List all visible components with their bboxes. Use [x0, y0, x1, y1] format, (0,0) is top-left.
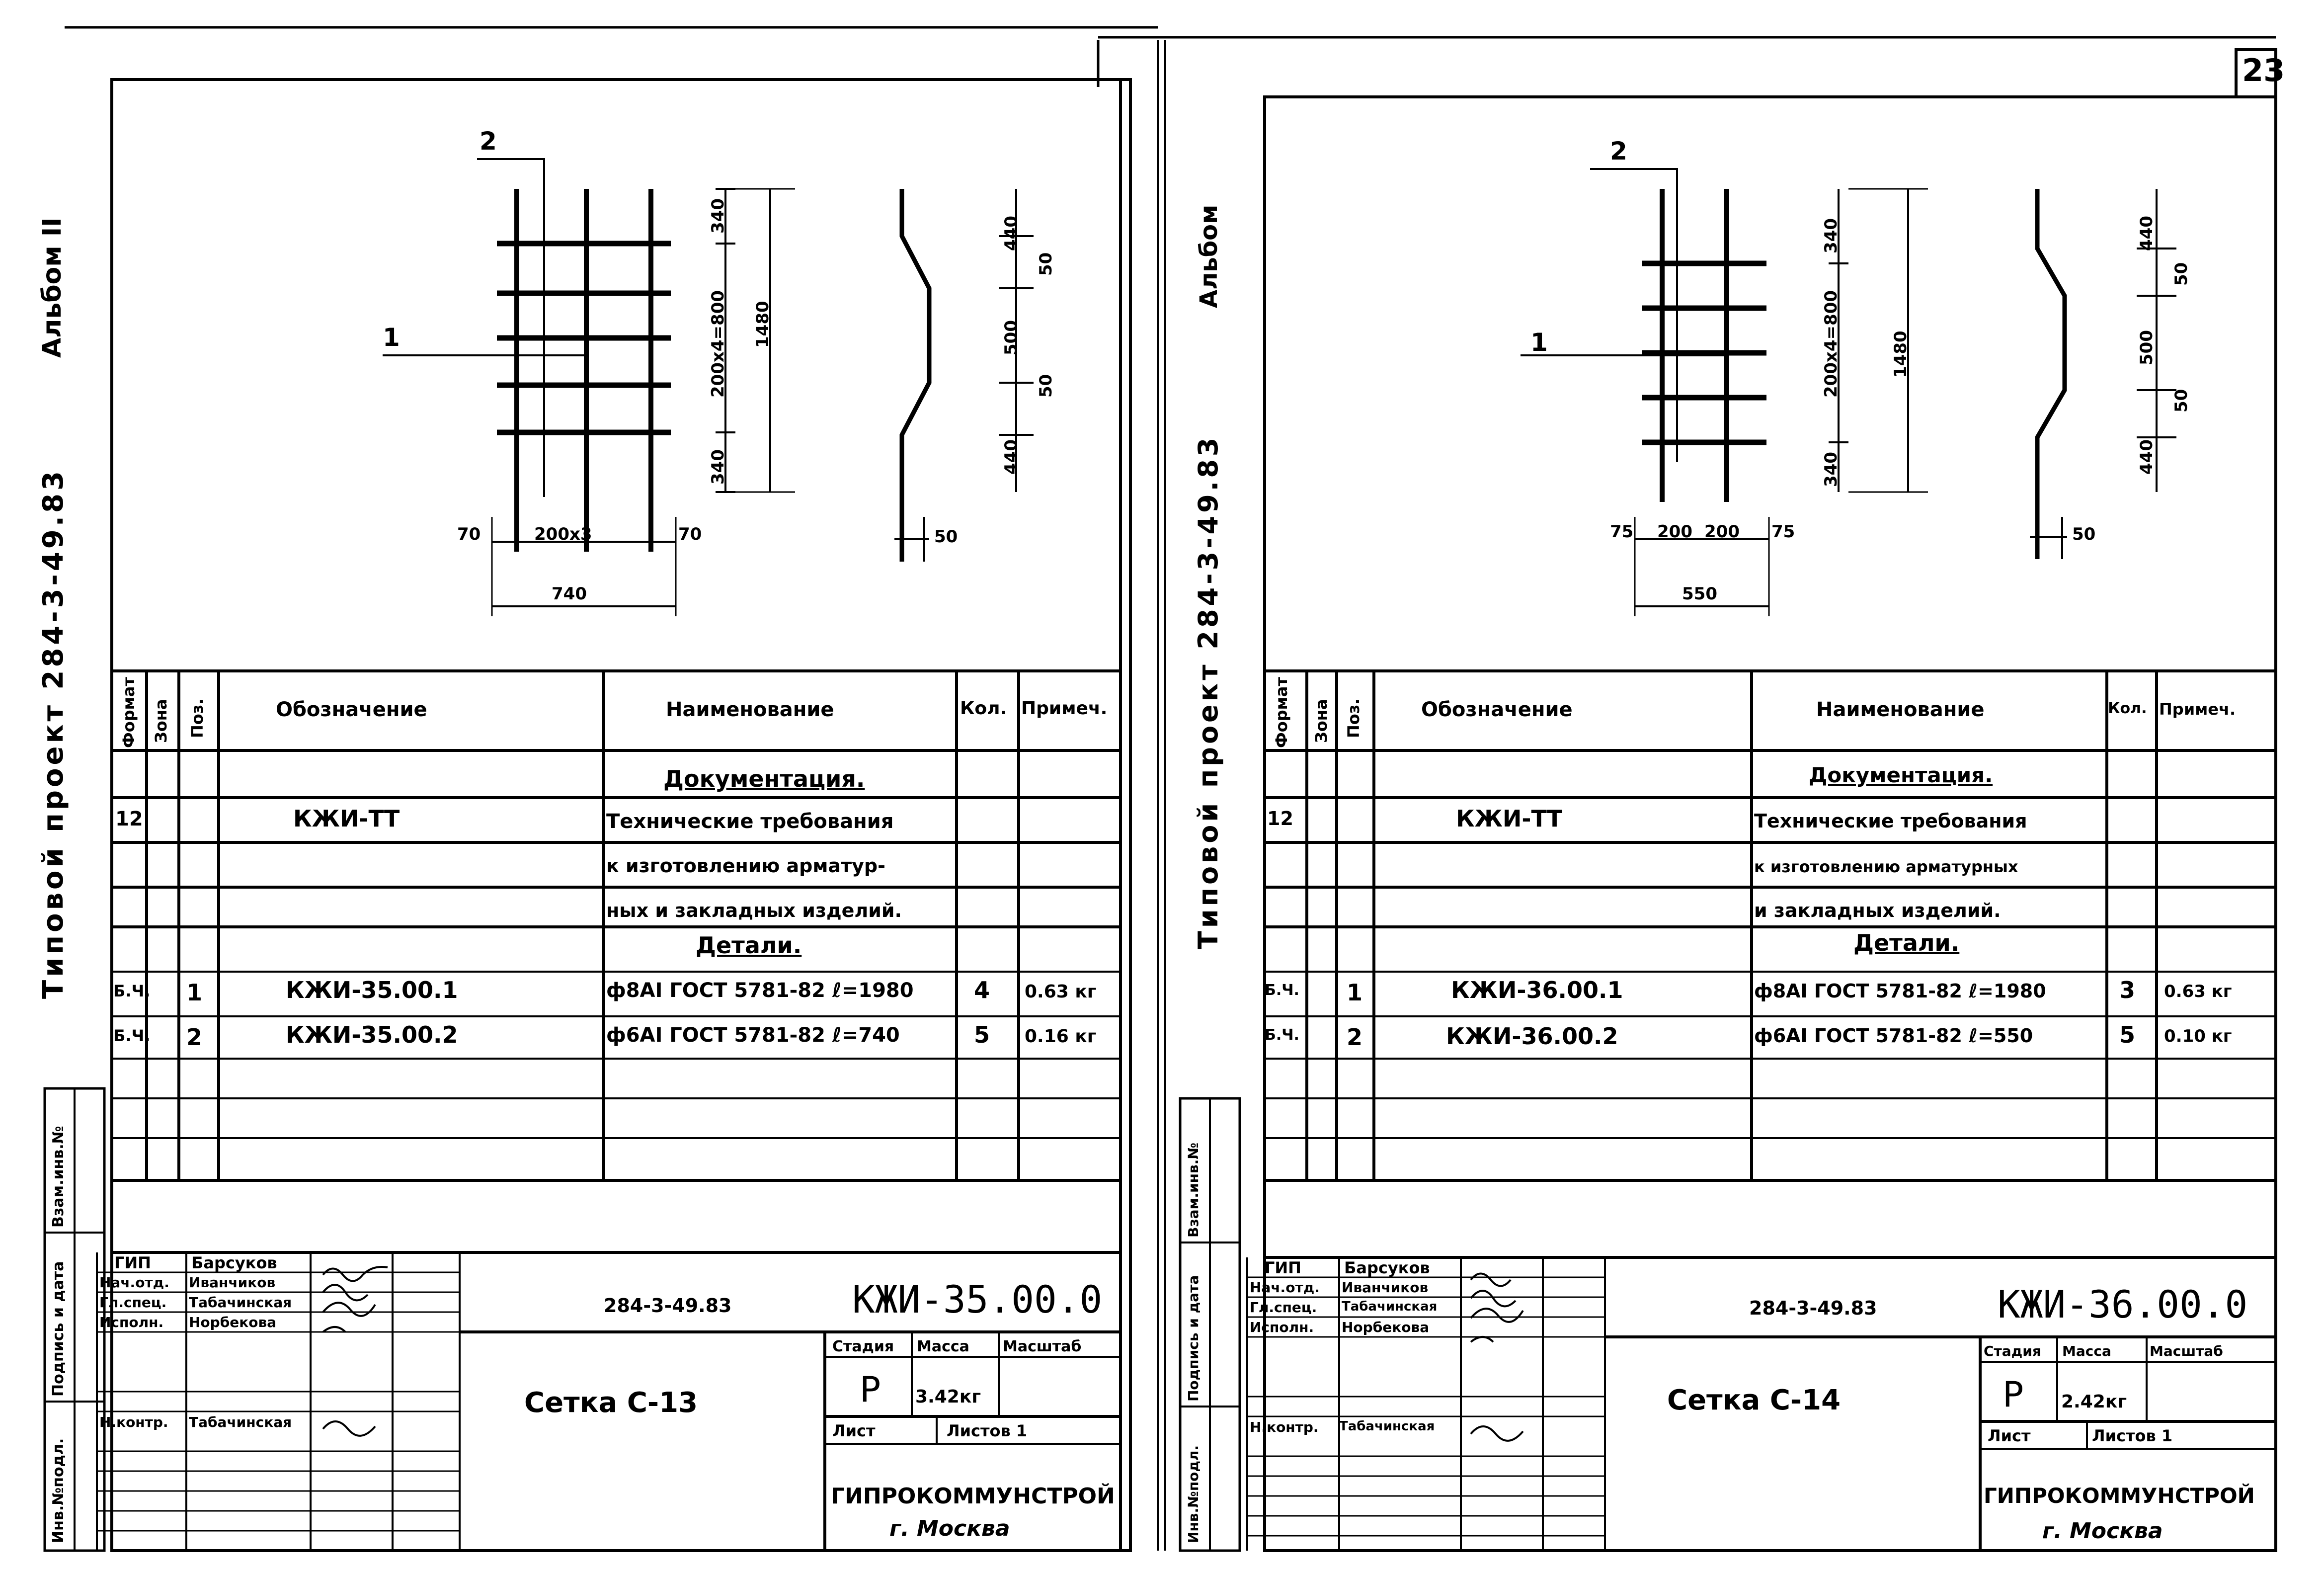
- dim-bottom: 340: [708, 449, 728, 485]
- row2-format-2: Б.Ч.: [1265, 1026, 1299, 1044]
- dim-bay-a: 200: [1657, 522, 1692, 542]
- profile-top-2: 440: [2137, 216, 2157, 251]
- dim-right-2: 75: [1771, 522, 1795, 542]
- doc-name-line-3-2: и закладных изделий.: [1754, 900, 2001, 921]
- dim-width-2: 550: [1682, 584, 1717, 604]
- name-6-2: Табачинская: [1339, 1419, 1435, 1434]
- header-name-2: Наименование: [1816, 698, 1985, 721]
- name-4: Норбекова: [189, 1314, 277, 1330]
- section-docs-2: Документация.: [1809, 763, 1993, 787]
- doc-name-line-1: Технические требования: [606, 810, 894, 833]
- album-label: Альбом II: [37, 217, 67, 358]
- header-pos: Поз.: [188, 698, 207, 738]
- dim-height: 1480: [753, 301, 773, 348]
- sheets-label: Листов 1: [947, 1421, 1028, 1440]
- profile-base-2: 50: [2072, 524, 2096, 544]
- name-4-2: Норбекова: [1342, 1319, 1430, 1335]
- row1-name-2: ф8АI ГОСТ 5781-82 ℓ=1980: [1754, 980, 2046, 1002]
- row2-pos-2: 2: [1347, 1024, 1363, 1051]
- header-format: Формат: [119, 677, 138, 748]
- doc-name-line-2: к изготовлению арматур-: [606, 855, 885, 877]
- dim-right: 70: [678, 524, 702, 544]
- dim-left: 70: [457, 524, 481, 544]
- header-qty: Кол.: [960, 698, 1007, 719]
- mass-label-2: Масса: [2062, 1343, 2111, 1359]
- stage-value: Р: [860, 1369, 881, 1410]
- doc-code-2: КЖИ-36.00.0: [1998, 1282, 2248, 1326]
- dim-top-2: 340: [1821, 218, 1841, 253]
- dim-top: 340: [708, 198, 728, 234]
- doc-format: 12: [115, 808, 143, 830]
- profile-off1: 50: [1036, 252, 1056, 276]
- row1-qty: 4: [974, 977, 990, 1003]
- section-docs: Документация.: [663, 765, 865, 792]
- callout-2: 2: [480, 127, 497, 156]
- sheet-title: Сетка С-13: [524, 1387, 698, 1419]
- side-label-inv: Инв.№подл.: [50, 1438, 67, 1543]
- role-4: Исполн.: [99, 1314, 164, 1330]
- side-label-replaced: Взам.инв.№: [50, 1126, 67, 1228]
- profile-base: 50: [934, 527, 958, 547]
- stage-value-2: Р: [2003, 1374, 2024, 1415]
- doc-name-line-1-2: Технические требования: [1754, 810, 2027, 832]
- dim-left-2: 75: [1610, 522, 1634, 542]
- header-pos-2: Поз.: [1344, 698, 1363, 738]
- stage-label-2: Стадия: [1984, 1343, 2041, 1359]
- header-note: Примеч.: [1021, 698, 1108, 719]
- project-code: 284-3-49.83: [604, 1295, 732, 1317]
- role-2-2: Нач.отд.: [1250, 1279, 1320, 1296]
- header-designation-2: Обозначение: [1421, 698, 1573, 721]
- side-label-signature-2: Подпись и дата: [1185, 1275, 1202, 1402]
- row2-qty-2: 5: [2119, 1021, 2136, 1048]
- project-label-2: Типовой проект 284-3-49.83: [1193, 434, 1224, 949]
- mesh-drawing-right: [1521, 169, 2176, 616]
- role-2: Нач.отд.: [99, 1274, 169, 1291]
- org-city-2: г. Москва: [2042, 1518, 2163, 1544]
- role-4-2: Исполн.: [1250, 1319, 1314, 1335]
- sheet-title-2: Сетка С-14: [1667, 1384, 1841, 1416]
- profile-top: 440: [1001, 216, 1021, 251]
- profile-mid-2: 500: [2137, 330, 2157, 365]
- doc-designation-2: КЖИ-ТТ: [1456, 805, 1563, 832]
- header-name: Наименование: [666, 698, 834, 721]
- name-3: Табачинская: [189, 1294, 292, 1311]
- side-label-replaced-2: Взам.инв.№: [1185, 1142, 1202, 1238]
- role-3: Гл.спец.: [99, 1294, 167, 1311]
- doc-name-line-2-2: к изготовлению арматурных: [1754, 857, 2018, 876]
- name-6: Табачинская: [189, 1414, 292, 1430]
- doc-name-line-3: ных и закладных изделий.: [606, 900, 902, 921]
- project-code-2: 284-3-49.83: [1749, 1297, 1877, 1319]
- dim-bay-b: 200: [1704, 522, 1740, 542]
- row2-name: ф6АI ГОСТ 5781-82 ℓ=740: [606, 1024, 900, 1047]
- header-designation: Обозначение: [276, 698, 427, 721]
- mass-value: 3.42кг: [915, 1387, 981, 1407]
- header-qty-2: Кол.: [2108, 700, 2147, 717]
- header-zone: Зона: [152, 699, 170, 743]
- role-1: ГИП: [114, 1253, 151, 1272]
- row2-name-2: ф6АI ГОСТ 5781-82 ℓ=550: [1754, 1025, 2033, 1047]
- dim-bay: 200x3: [534, 524, 592, 544]
- row1-note: 0.63 кг: [1025, 982, 1097, 1002]
- role-6: Н.контр.: [99, 1414, 168, 1430]
- row1-name: ф8АI ГОСТ 5781-82 ℓ=1980: [606, 979, 914, 1002]
- dim-spacing-total: 200x4=800: [708, 290, 728, 398]
- name-1: Барсуков: [191, 1253, 277, 1272]
- org-name: ГИПРОКОММУНСТРОЙ: [831, 1484, 1115, 1509]
- name-2-2: Иванчиков: [1342, 1279, 1429, 1296]
- name-2: Иванчиков: [189, 1274, 276, 1291]
- header-zone-2: Зона: [1312, 699, 1331, 743]
- row1-designation: КЖИ-35.00.1: [286, 977, 458, 1003]
- callout-1: 1: [383, 323, 400, 352]
- mass-value-2: 2.42кг: [2061, 1392, 2127, 1412]
- row1-format: Б.Ч.: [113, 982, 151, 1000]
- side-label-signature: Подпись и дата: [50, 1261, 67, 1397]
- page-number: 23: [2242, 52, 2285, 88]
- dim-height-2: 1480: [1891, 331, 1911, 378]
- row2-pos: 2: [186, 1024, 203, 1051]
- doc-format-2: 12: [1267, 808, 1293, 829]
- row2-designation-2: КЖИ-36.00.2: [1446, 1023, 1618, 1050]
- row1-format-2: Б.Ч.: [1265, 982, 1299, 999]
- project-label: Типовой проект 284-3-49.83: [37, 468, 70, 999]
- sheet-label: Лист: [832, 1421, 876, 1440]
- scale-label: Масштаб: [1003, 1338, 1082, 1355]
- side-label-inv-2: Инв.№подл.: [1185, 1445, 1202, 1543]
- section-parts-2: Детали.: [1853, 929, 1960, 956]
- row2-note: 0.16 кг: [1025, 1026, 1097, 1047]
- dim-width: 740: [552, 584, 587, 604]
- scale-label-2: Масштаб: [2150, 1343, 2223, 1359]
- row1-designation-2: КЖИ-36.00.1: [1451, 977, 1623, 1003]
- row2-designation: КЖИ-35.00.2: [286, 1021, 458, 1048]
- doc-code: КЖИ-35.00.0: [852, 1277, 1103, 1322]
- stage-label: Стадия: [832, 1338, 894, 1355]
- doc-designation: КЖИ-ТТ: [293, 805, 400, 832]
- row2-note-2: 0.10 кг: [2164, 1026, 2232, 1046]
- callout-1-right: 1: [1530, 328, 1548, 357]
- role-6-2: Н.контр.: [1250, 1419, 1319, 1435]
- org-city: г. Москва: [889, 1516, 1010, 1541]
- sheet-label-2: Лист: [1988, 1426, 2031, 1445]
- album-label-2: Альбом: [1195, 204, 1223, 308]
- profile-off2-2: 50: [2171, 389, 2191, 413]
- row2-format: Б.Ч.: [113, 1026, 151, 1045]
- name-3-2: Табачинская: [1342, 1299, 1438, 1314]
- row2-qty: 5: [974, 1021, 990, 1048]
- profile-bottom: 440: [1001, 439, 1021, 475]
- profile-off1-2: 50: [2171, 262, 2191, 286]
- name-1-2: Барсуков: [1344, 1258, 1430, 1277]
- profile-bottom-2: 440: [2137, 439, 2157, 475]
- row1-note-2: 0.63 кг: [2164, 982, 2232, 1001]
- section-parts: Детали.: [696, 932, 802, 959]
- header-format-2: Формат: [1272, 677, 1291, 748]
- dim-spacing-total-2: 200x4=800: [1821, 290, 1841, 398]
- profile-mid: 500: [1001, 320, 1021, 355]
- callout-2-right: 2: [1610, 137, 1627, 166]
- org-name-2: ГИПРОКОММУНСТРОЙ: [1984, 1484, 2255, 1508]
- header-note-2: Примеч.: [2159, 700, 2236, 719]
- row1-pos: 1: [186, 979, 203, 1006]
- sheets-label-2: Листов 1: [2092, 1426, 2173, 1445]
- row1-pos-2: 1: [1347, 979, 1363, 1006]
- role-1-2: ГИП: [1265, 1258, 1301, 1277]
- profile-off2: 50: [1036, 374, 1056, 398]
- dim-bottom-2: 340: [1821, 452, 1841, 487]
- role-3-2: Гл.спец.: [1250, 1299, 1317, 1316]
- mass-label: Масса: [917, 1338, 969, 1355]
- row1-qty-2: 3: [2119, 977, 2136, 1003]
